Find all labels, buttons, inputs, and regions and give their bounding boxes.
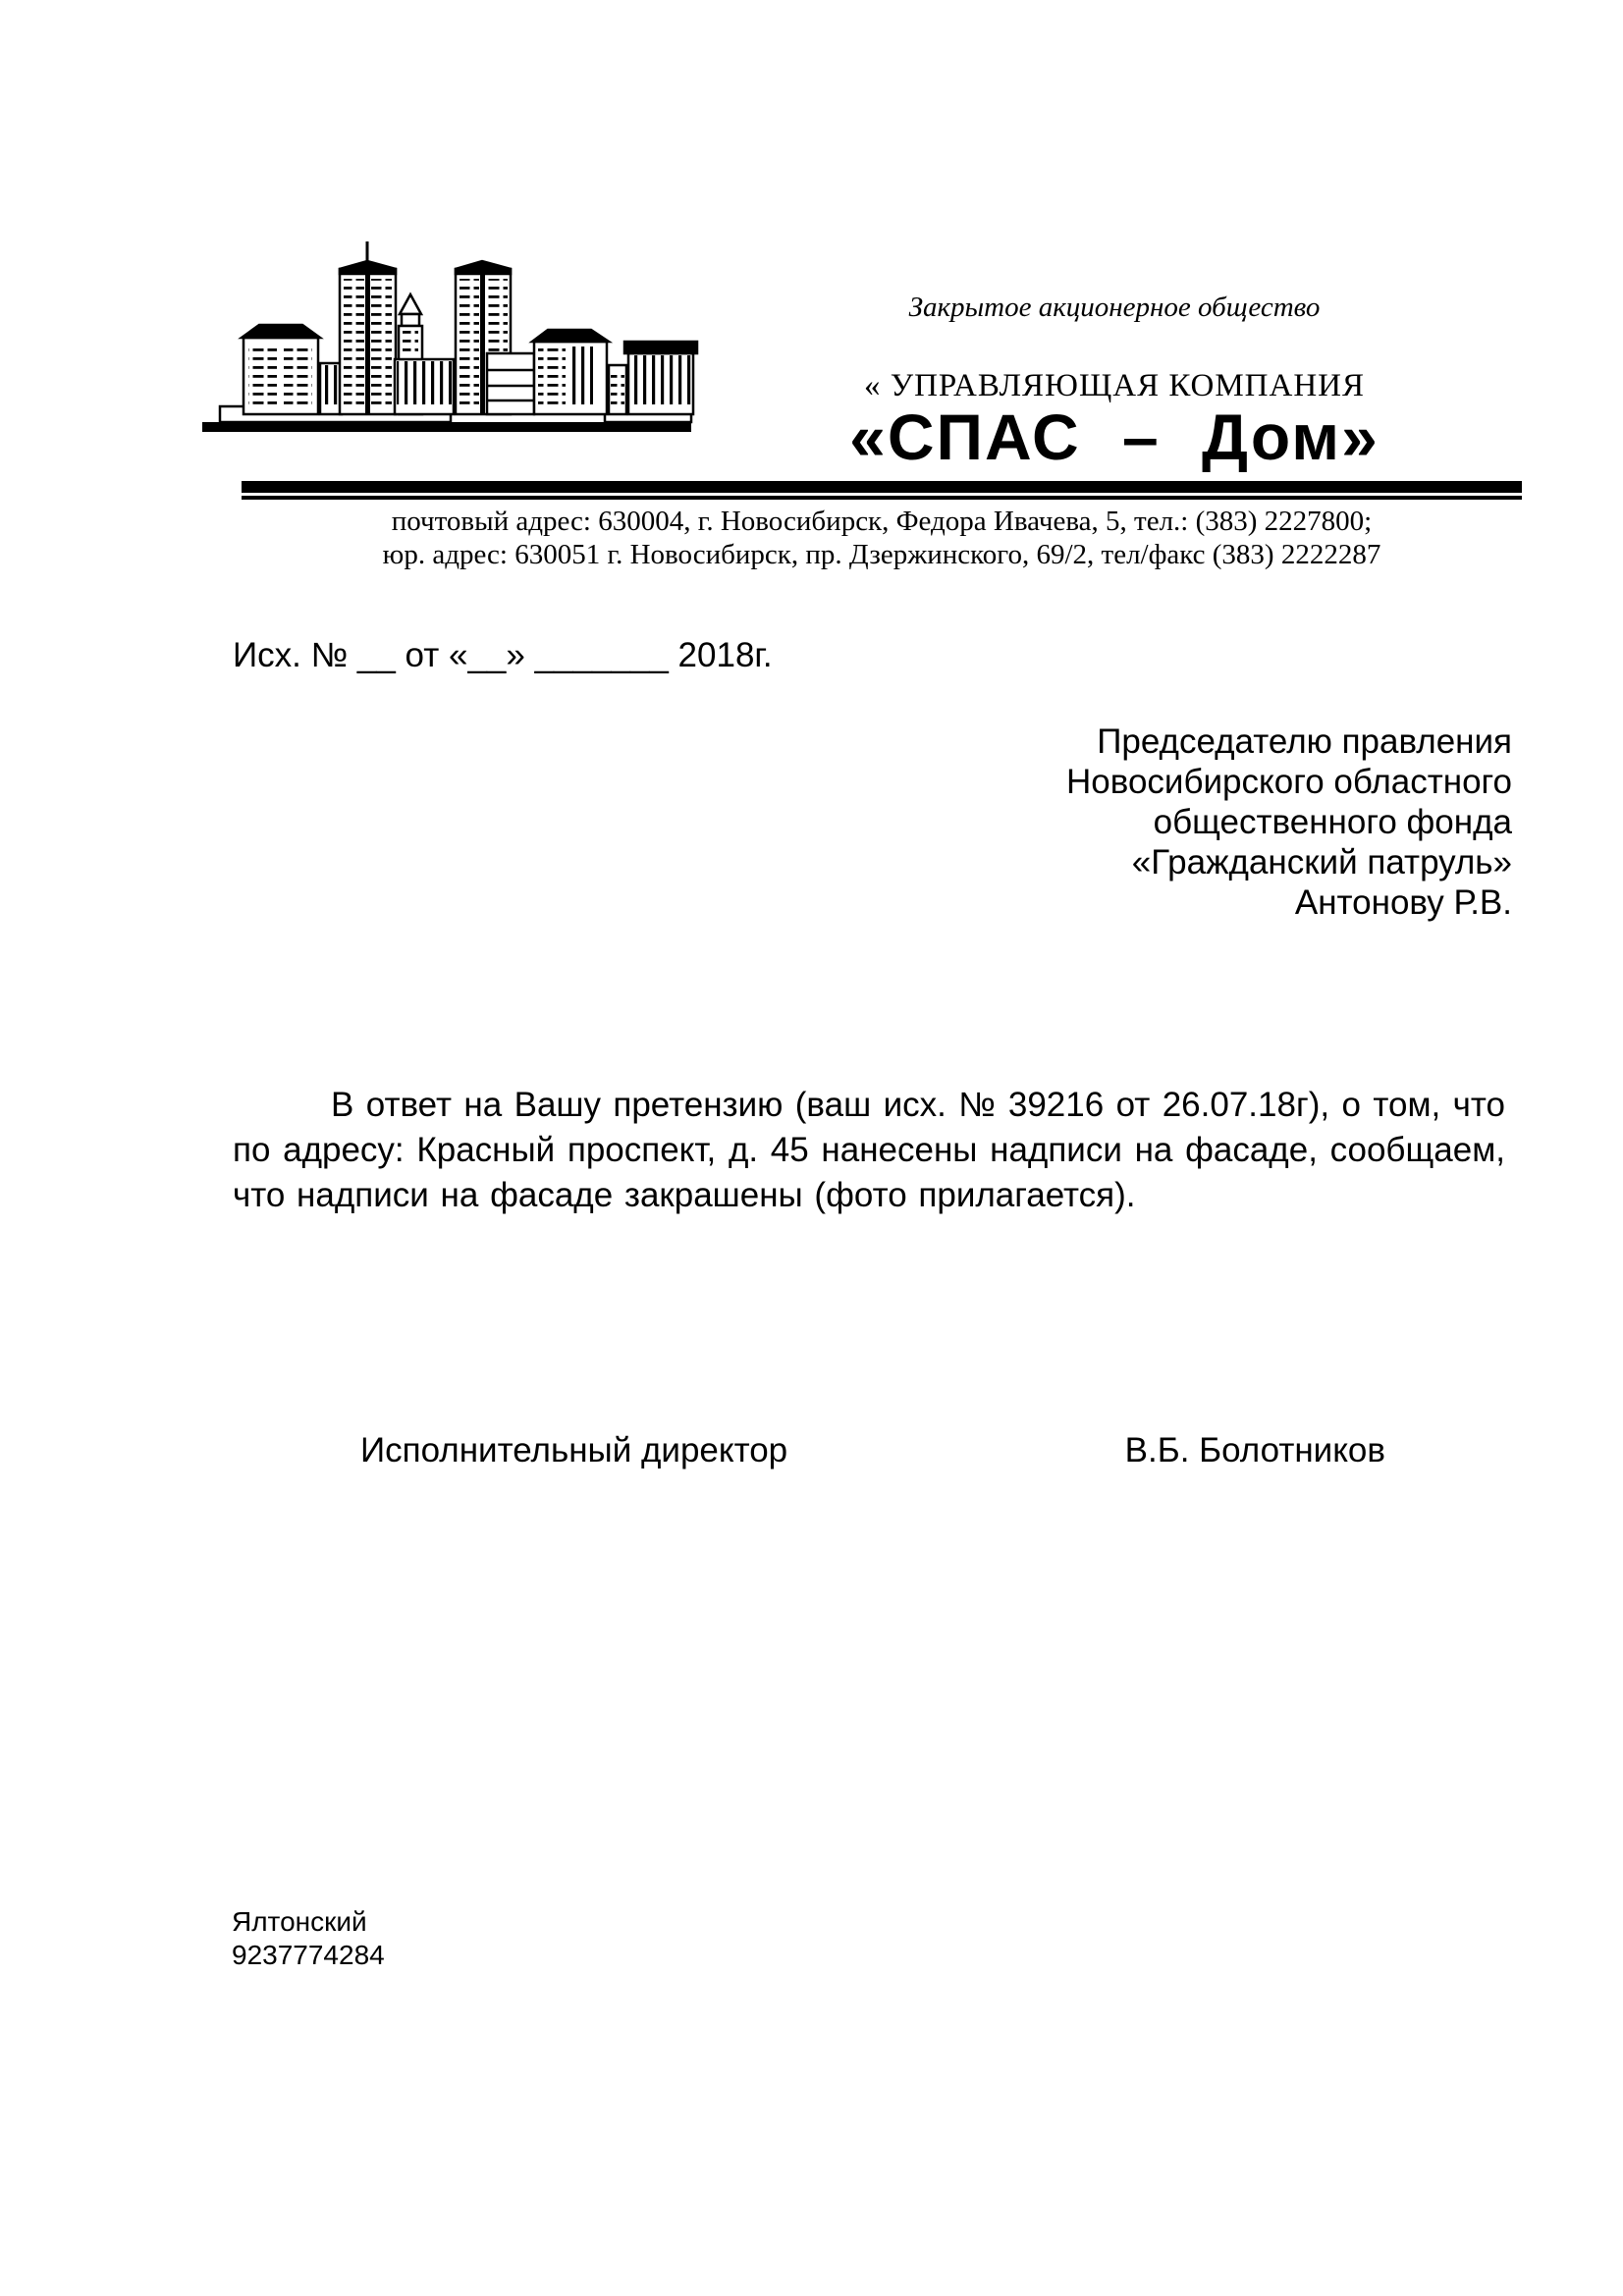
company-logo-skyline-image [192, 240, 699, 436]
letterhead-divider [242, 481, 1522, 500]
signature-name-label: В.Б. Болотников [1124, 1431, 1385, 1469]
letterhead-header [776, 292, 1453, 473]
executor-name-label: Ялтонский [232, 1906, 367, 1937]
company-prefix-label: « УПРАВЛЯЮЩАЯ КОМПАНИЯ [863, 368, 1366, 403]
executor-phone-label: 9237774284 [232, 1940, 385, 1970]
signature-position-label: Исполнительный директор [360, 1431, 788, 1469]
body-paragraph: В ответ на Вашу претензию (ваш исх. № 39216 от 26.07.18г), о том, что по адресу: Красный проспект, д. 45 нанесены надписи на фасаде, сообщаем, что надписи на фасаде закрашены (фото прилагается). [233, 1086, 1505, 1214]
recipient-line: Новосибирского областного [1066, 763, 1512, 801]
letterhead-addresses [242, 505, 1522, 571]
company-name-title: «СПАС – Дом» [849, 400, 1380, 473]
recipient-block [1066, 721, 1512, 923]
postal-address-line: почтовый адрес: 630004, г. Новосибирск, Федора Ивачева, 5, тел.: (383) 2227800; [391, 506, 1373, 537]
org-type-label: Закрытое акционерное общество [908, 292, 1321, 323]
recipient-line: Председателю правления [1097, 722, 1512, 761]
signature-row [233, 1431, 1505, 1470]
divider-thick-bar [242, 481, 1522, 493]
recipient-line: Антонову Р.В. [1294, 883, 1512, 922]
executor-block [232, 1905, 385, 1972]
divider-thin-bar [242, 496, 1522, 500]
recipient-line: общественного фонда [1153, 803, 1512, 841]
recipient-line: «Гражданский патруль» [1131, 843, 1512, 881]
legal-address-line: юр. адрес: 630051 г. Новосибирск, пр. Дзержинского, 69/2, тел/факс (383) 2222287 [382, 539, 1381, 570]
reference-line: Исх. № __ от «__» _______ 2018г. [233, 636, 773, 674]
